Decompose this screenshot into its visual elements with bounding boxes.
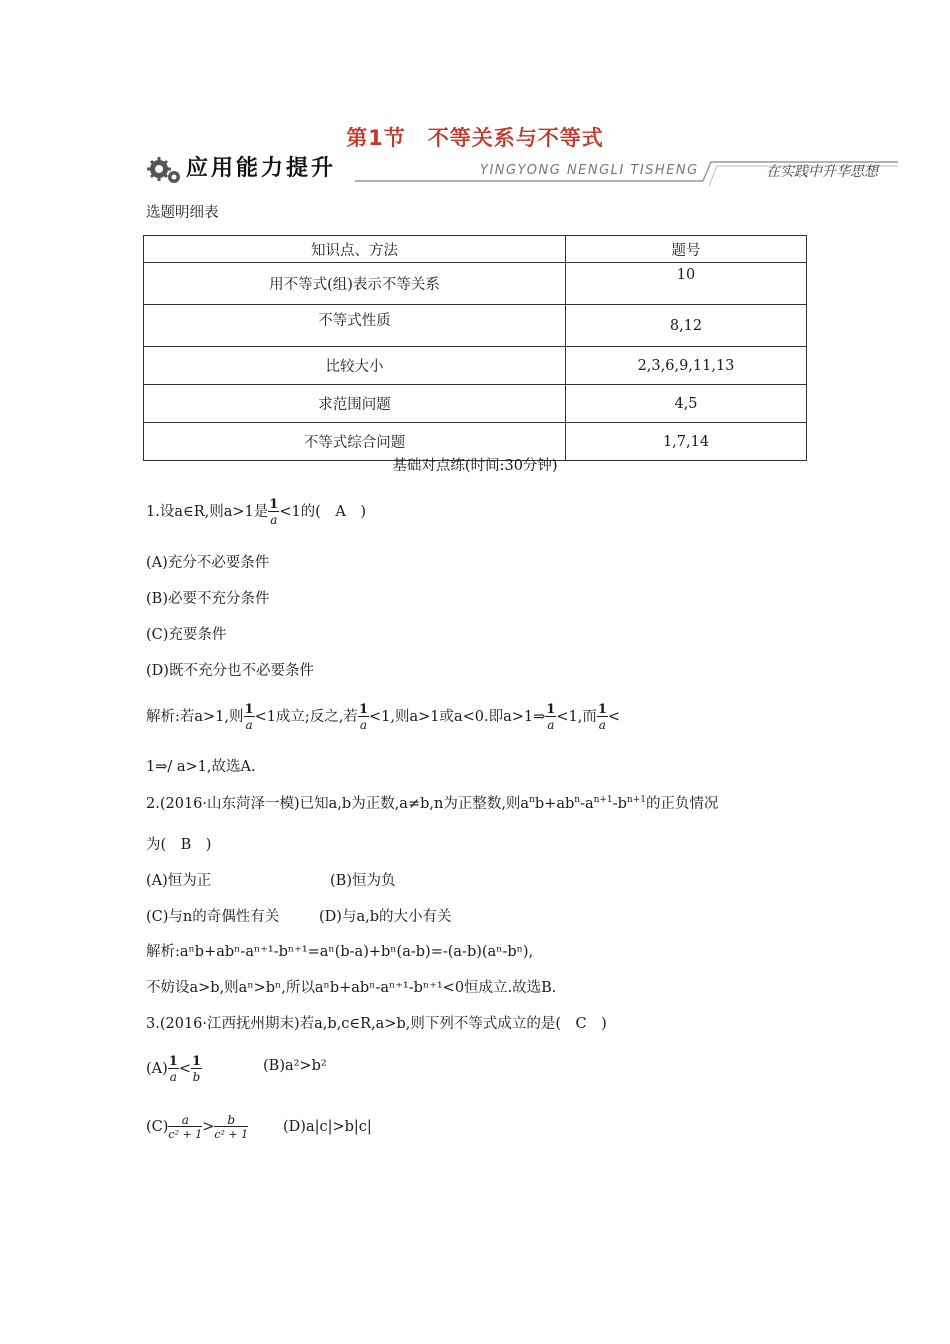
banner-pinyin: YINGYONG NENGLI TISHENG bbox=[480, 163, 699, 178]
fraction-denominator: a bbox=[547, 718, 555, 732]
q2-option-a: (A)恒为正 bbox=[146, 873, 212, 889]
q1-solution-text: <1,而 bbox=[556, 709, 597, 725]
table-cell-numbers: 8,12 bbox=[566, 305, 807, 347]
topic-table bbox=[143, 235, 807, 461]
fraction-numerator: 1 bbox=[269, 497, 279, 512]
table-cell-topic: 比较大小 bbox=[144, 347, 566, 385]
column-header-topic: 知识点、方法 bbox=[144, 236, 566, 263]
q1-option-a: (A)充分不必要条件 bbox=[146, 555, 270, 571]
q3-option-a bbox=[146, 1055, 202, 1083]
fraction-1-over-a bbox=[244, 703, 255, 731]
fraction-a-over-c2p1 bbox=[168, 1114, 202, 1140]
table-cell-numbers: 10 bbox=[566, 263, 807, 305]
fraction-denominator: c² + 1 bbox=[214, 1128, 249, 1141]
q1-solution-text: 解析:若a>1,则 bbox=[146, 709, 244, 725]
fraction-denominator: a bbox=[245, 718, 253, 732]
fraction-denominator: a bbox=[169, 1070, 177, 1084]
q2-stem-text: -a bbox=[580, 796, 594, 812]
fraction-numerator: 1 bbox=[546, 702, 556, 717]
gear-icon bbox=[147, 157, 180, 183]
q1-solution-text: <1成立;反之,若 bbox=[254, 709, 358, 725]
q1-solution-text: < bbox=[607, 709, 621, 725]
option-label: (A) bbox=[146, 1061, 168, 1077]
table-cell-numbers: 2,3,6,9,11,13 bbox=[566, 347, 807, 385]
fraction-denominator: b bbox=[192, 1070, 201, 1084]
q2-option-c: (C)与n的奇偶性有关 bbox=[146, 909, 280, 925]
table-row bbox=[144, 263, 807, 305]
superscript: n bbox=[574, 795, 581, 806]
q2-option-d: (D)与a,b的大小有关 bbox=[319, 909, 452, 925]
table-row bbox=[144, 423, 807, 461]
page-title: 第1节 不等关系与不等式 bbox=[346, 126, 604, 150]
superscript: n+1 bbox=[593, 795, 613, 806]
section-heading: 基础对点练(时间:30分钟) bbox=[392, 458, 558, 474]
q1-solution-text: <1,则a>1或a<0.即a>1⇒ bbox=[368, 709, 546, 725]
q2-stem-text: 的正负情况 bbox=[645, 796, 719, 812]
fraction-denominator: c² + 1 bbox=[168, 1128, 203, 1141]
table-cell-topic: 不等式综合问题 bbox=[144, 423, 566, 461]
fraction-b-over-c2p1 bbox=[214, 1114, 248, 1140]
q1-solution bbox=[146, 703, 620, 731]
q3-option-c bbox=[146, 1114, 248, 1140]
column-header-numbers: 题号 bbox=[566, 236, 807, 263]
fraction-1-over-a bbox=[597, 703, 608, 731]
fraction-numerator: 1 bbox=[244, 702, 254, 717]
fraction-1-over-b bbox=[191, 1055, 202, 1083]
table-header-row bbox=[144, 236, 807, 263]
q1-option-b: (B)必要不充分条件 bbox=[146, 591, 270, 607]
q1-solution-end: 1⇒/ a>1,故选A. bbox=[146, 759, 256, 775]
q2-solution-line2: 不妨设a>b,则aⁿ>bⁿ,所以aⁿb+abⁿ-aⁿ⁺¹-bⁿ⁺¹<0恒成立.故选B. bbox=[146, 980, 557, 996]
q2-stem-text: b+ab bbox=[534, 796, 575, 812]
table-cell-numbers: 4,5 bbox=[566, 385, 807, 423]
fraction-numerator: 1 bbox=[168, 1054, 178, 1069]
superscript: n bbox=[529, 795, 535, 806]
table-cell-topic: 用不等式(组)表示不等关系 bbox=[144, 263, 566, 305]
question-3-stem: 3.(2016·江西抚州期末)若a,b,c∈R,a>b,则下列不等式成立的是( C ) bbox=[146, 1016, 607, 1032]
fraction-numerator: a bbox=[168, 1114, 202, 1127]
q2-stem-text: 2.(2016·山东菏泽一模)已知a,b为正数,a≠b,n为正整数,则a bbox=[146, 796, 530, 812]
fraction-numerator: b bbox=[214, 1114, 248, 1127]
fraction-denominator: a bbox=[359, 718, 368, 732]
fraction-numerator: 1 bbox=[192, 1054, 202, 1069]
q1-option-d: (D)既不充分也不必要条件 bbox=[146, 663, 314, 679]
table-caption: 选题明细表 bbox=[146, 205, 219, 221]
table-row bbox=[144, 347, 807, 385]
question-2-stem-line2: 为( B ) bbox=[146, 837, 212, 853]
fraction-denominator: a bbox=[270, 513, 278, 527]
question-2-stem bbox=[146, 795, 718, 813]
table-cell-topic: 不等式性质 bbox=[144, 305, 566, 347]
fraction-1-over-a bbox=[545, 703, 556, 731]
banner-title: 应用能力提升 bbox=[186, 156, 337, 181]
greater-than-sign: > bbox=[202, 1119, 215, 1135]
table-row bbox=[144, 305, 807, 347]
q2-stem-text: -b bbox=[612, 796, 627, 812]
table-cell-topic: 求范围问题 bbox=[144, 385, 566, 423]
fraction-1-over-a bbox=[168, 1055, 179, 1083]
table-row bbox=[144, 385, 807, 423]
less-than-sign: < bbox=[178, 1061, 191, 1077]
fraction-denominator: a bbox=[598, 718, 606, 732]
fraction-numerator: 1 bbox=[358, 702, 368, 717]
question-1-stem bbox=[146, 498, 366, 526]
q1-stem-text-b: <1的( A ) bbox=[279, 504, 366, 520]
option-label: (C) bbox=[146, 1119, 169, 1135]
q2-solution-line1: 解析:aⁿb+abⁿ-aⁿ⁺¹-bⁿ⁺¹=aⁿ(b-a)+bⁿ(a-b)=-(a-b)(aⁿ-bⁿ), bbox=[146, 944, 534, 960]
q3-option-d: (D)a|c|>b|c| bbox=[283, 1119, 372, 1135]
table-cell-numbers: 1,7,14 bbox=[566, 423, 807, 461]
fraction-numerator: 1 bbox=[597, 702, 607, 717]
superscript: n+1 bbox=[626, 795, 646, 806]
fraction-1-over-a bbox=[358, 703, 369, 731]
q3-option-b: (B)a²>b² bbox=[263, 1058, 327, 1074]
banner-motto: 在实践中升华思想 bbox=[766, 164, 878, 180]
q1-option-c: (C)充要条件 bbox=[146, 627, 227, 643]
q2-option-b: (B)恒为负 bbox=[330, 873, 396, 889]
q1-stem-text-a: 1.设a∈R,则a>1是 bbox=[146, 504, 269, 520]
fraction-1-over-a bbox=[268, 498, 279, 526]
